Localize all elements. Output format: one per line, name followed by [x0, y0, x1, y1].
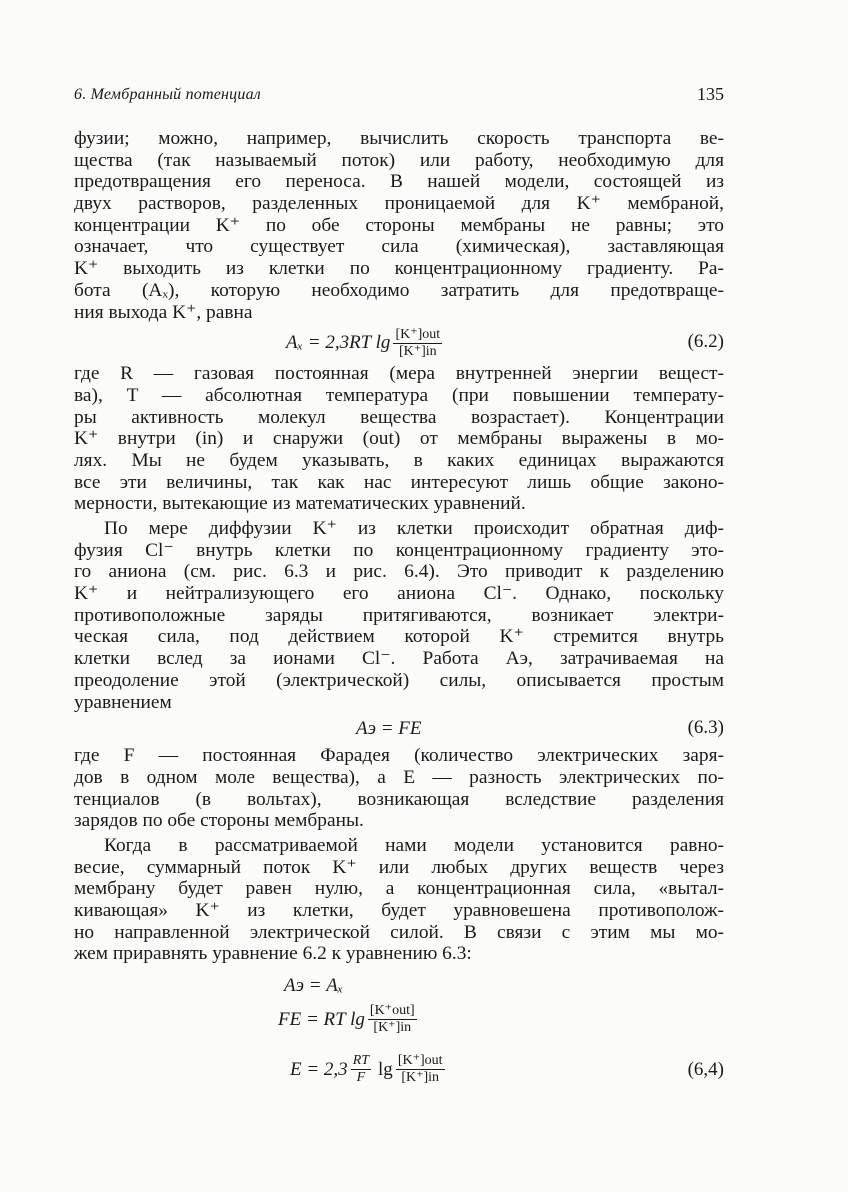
body-text — [74, 128, 724, 1115]
equation-line: FE = RT lg $\frac{\text{[K⁺out]}}{[K^+]in}$ — [278, 1003, 415, 1036]
equation-6-4 — [74, 965, 724, 1115]
fraction: $\frac{RT}{F}$ — [352, 1053, 370, 1086]
paragraph-1 — [74, 128, 724, 323]
page-number: 135 — [697, 84, 724, 104]
text-line: фузия Cl⁻ внутрь клетки по концентрационному градиенту это- — [74, 539, 724, 561]
text-line: весие, суммарный поток K⁺ или любых других веществ через — [74, 856, 724, 878]
text-line: го аниона (см. рис. 6.3 и рис. 6.4). Это приводит к разделению — [74, 561, 724, 583]
text-line: противоположные заряды притягиваются, возникает электри- — [74, 604, 724, 626]
text-line: мембрану будет равен нулю, а концентрационная сила, «вытал- — [74, 878, 724, 900]
running-header — [74, 84, 724, 110]
text-line: где R — газовая постоянная (мера внутренней энергии вещест- — [74, 363, 724, 385]
paragraph-3 — [74, 518, 724, 713]
equation-number: (6.2) — [687, 331, 724, 353]
text-line: где F — постоянная Фарадея (количество электрических заря- — [74, 745, 724, 767]
text-line: ческая сила, под действием которой K⁺ стремится внутрь — [74, 626, 724, 648]
paragraph-2 — [74, 363, 724, 515]
chapter-title: 6. Мембранный потенциал — [74, 86, 261, 103]
equation-formula: Aₓ = 2,3RT lg $\frac{\text{[K⁺]out}}{[K^+]in}$ — [286, 326, 441, 359]
text-line: означает, что существует сила (химическая), заставляющая — [74, 236, 724, 258]
fraction: $\frac{\text{[K⁺]out}}{[K^+]in}$ — [395, 326, 441, 359]
equation-line: Aэ = Aₓ — [284, 975, 344, 997]
text-line: жем приравнять уравнение 6.2 к уравнению 6.3: — [74, 943, 472, 965]
text-line: клетки вслед за ионами Cl⁻. Работа Aэ, затрачиваемая на — [74, 648, 724, 670]
text-line: концентрации K⁺ по обе стороны мембраны не равны; это — [74, 214, 724, 236]
fraction: $\frac{\text{[K⁺]out}}{[K^+]in}$ — [397, 1053, 443, 1086]
paragraph-4 — [74, 745, 724, 832]
text-line: По мере диффузии K⁺ из клетки происходит обратная диф- — [104, 518, 724, 539]
text-line: фузии; можно, например, вычислить скорость транспорта ве- — [74, 128, 724, 149]
paragraph-5 — [74, 835, 724, 965]
text-line: зарядов по обе стороны мембраны. — [74, 810, 364, 832]
fraction: $\frac{\text{[K⁺out]}}{[K^+]in}$ — [369, 1003, 415, 1036]
text-line: дов в одном моле вещества), а E — разность электрических по- — [74, 766, 724, 788]
equation-line: E = 2,3 $\frac{RT}{F}$ lg $\frac{\text{[K⁺]out}}{[K^+]in}$ — [290, 1053, 443, 1086]
text-line: тенциалов (в вольтах), возникающая вследствие разделения — [74, 788, 724, 810]
equation-number: (6,4) — [687, 1059, 724, 1081]
text-line: K⁺ выходить из клетки по концентрационному градиенту. Ра- — [74, 258, 724, 280]
equation-6-3 — [74, 713, 724, 745]
equation-formula: Aэ = FE — [356, 718, 422, 740]
text-line: предотвращения его переноса. В нашей модели, состоящей из — [74, 171, 724, 193]
equation-number: (6.3) — [687, 717, 724, 739]
text-line: преодоление этой (электрической) силы, описывается простым — [74, 669, 724, 691]
text-line: все эти величины, так как нас интересуют лишь общие законо- — [74, 471, 724, 493]
text-line: лях. Мы не будем указывать, в каких единицах выражаются — [74, 449, 724, 471]
text-line: но направленной электрической силой. В связи с этим мы мо- — [74, 921, 724, 943]
text-line: мерности, вытекающие из математических уравнений. — [74, 493, 526, 515]
text-line: щества (так называемый поток) или работу, необходимую для — [74, 149, 724, 171]
text-line: K⁺ внутри (in) и снаружи (out) от мембраны выражены в мо- — [74, 428, 724, 450]
text-line: бота (Aₓ), которую необходимо затратить для предотвраще- — [74, 279, 724, 301]
text-line: кивающая» K⁺ из клетки, будет уравновешена противополож- — [74, 900, 724, 921]
equation-6-2 — [74, 323, 724, 363]
text-line: Когда в рассматриваемой нами модели установится равно- — [104, 834, 724, 856]
text-line: ния выхода K⁺, равна — [74, 301, 253, 323]
text-line: ры активность молекул вещества возрастает). Концентрации — [74, 406, 724, 428]
text-line: уравнением — [74, 691, 172, 713]
book-page — [74, 0, 728, 1192]
text-line: ва), T — абсолютная температура (при повышении температу- — [74, 384, 724, 406]
text-line: K⁺ и нейтрализующего его аниона Cl⁻. Однако, поскольку — [74, 583, 724, 605]
text-line: двух растворов, разделенных проницаемой для K⁺ мембраной, — [74, 193, 724, 215]
